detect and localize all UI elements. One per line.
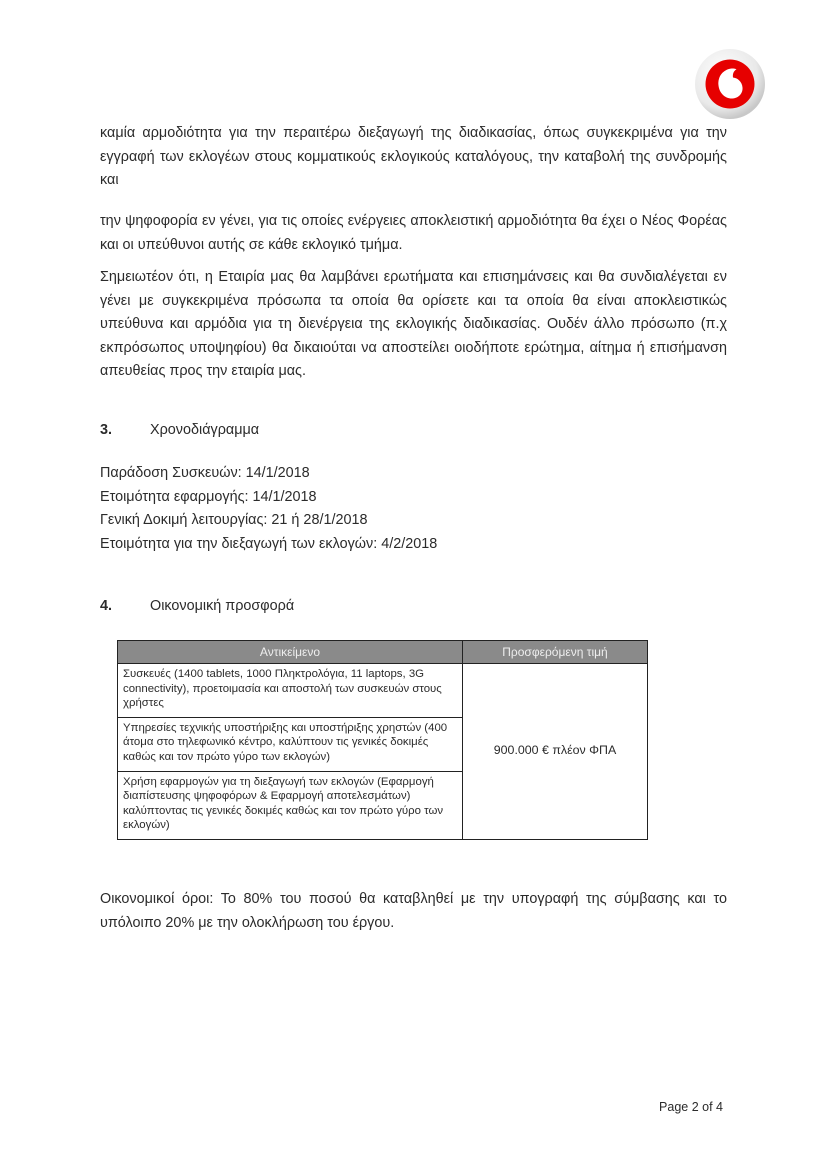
schedule-list — [100, 462, 437, 556]
section-4-heading — [100, 596, 294, 616]
financial-offer-table — [117, 640, 648, 840]
table-cell-price: 900.000 € πλέον ΦΠΑ — [463, 664, 648, 840]
table-cell-item: Συσκευές (1400 tablets, 1000 Πληκτρολόγια, 11 laptops, 3G connectivity), προετοιμασία και αποστολή των συσκευών στους χρήστες — [118, 664, 463, 718]
table-row — [118, 664, 648, 718]
table-header-row — [118, 641, 648, 664]
section-3-title: Χρονοδιάγραμμα — [150, 422, 260, 438]
section-3-heading — [100, 420, 259, 440]
section-3-number: 3. — [100, 422, 113, 438]
payment-terms: Οικονομικοί όροι: Το 80% του ποσού θα καταβληθεί με την υπογραφή της σύμβασης και το υπόλοιπο 20% με την ολοκλήρωση του έργου. — [100, 891, 727, 931]
schedule-item: Γενική Δοκιμή λειτουργίας: 21 ή 28/1/2018 — [100, 512, 368, 528]
page-number: Page 2 of 4 — [659, 1100, 723, 1114]
paragraph-voting: την ψηφοφορία εν γένει, για τις οποίες ενέργειες αποκλειστική αρμοδιότητα θα έχει ο Νέος Φορέας και οι υπεύθυνοι αυτής σε κάθε εκλογικό τμήμα. — [100, 213, 727, 253]
table-header-price: Προσφερόμενη τιμή — [463, 641, 648, 664]
paragraph-notice: Σημειωτέον ότι, η Εταιρία μας θα λαμβάνει ερωτήματα και επισημάνσεις και θα συνδιαλέγεται εν γένει με συγκεκριμένα πρόσωπα τα οποία θα ορίσετε και τα οποία θα είναι αποκλειστικώς υπεύθυνα και αρμόδια για τη διενέργεια της εκλογικής διαδικασίας. Ουδέν άλλο πρόσωπο (π.χ εκπρόσωπος υποψηφίου) θα δικαιούται να αποστείλει οιοδήποτε ερώτημα, αίτημα ή επισήμανση απευθείας προς την εταιρία μας. — [100, 269, 727, 379]
section-4-number: 4. — [100, 598, 113, 614]
table-header-item: Αντικείμενο — [118, 641, 463, 664]
schedule-item: Παράδοση Συσκευών: 14/1/2018 — [100, 465, 310, 481]
table-cell-item: Χρήση εφαρμογών για τη διεξαγωγή των εκλογών (Εφαρμογή διαπίστευσης ψηφοφόρων & Εφαρμογή αποτελεσμάτων) καλύπτοντας τις γενικές δοκιμές καθώς και τον πρώτο γύρο των εκλογών) — [118, 771, 463, 839]
schedule-item: Ετοιμότητα για την διεξαγωγή των εκλογών: 4/2/2018 — [100, 535, 438, 552]
vodafone-logo-icon — [694, 48, 766, 120]
table-cell-item: Υπηρεσίες τεχνικής υποστήριξης και υποστήριξης χρηστών (400 άτομα στο τηλεφωνικό κέντρο, καλύπτουν τις γενικές δοκιμές καθώς και τον πρώτο γύρο των εκλογών) — [118, 717, 463, 771]
section-4-title: Οικονομική προσφορά — [150, 598, 295, 614]
paragraph-intro-continuation: καμία αρμοδιότητα για την περαιτέρω διεξαγωγή της διαδικασίας, όπως συγκεκριμένα για την εγγραφή των εκλογέων στους κομματικούς εκλογικούς καταλόγους, την καταβολή της συνδρομής και — [100, 125, 727, 188]
schedule-item: Ετοιμότητα εφαρμογής: 14/1/2018 — [100, 488, 317, 505]
